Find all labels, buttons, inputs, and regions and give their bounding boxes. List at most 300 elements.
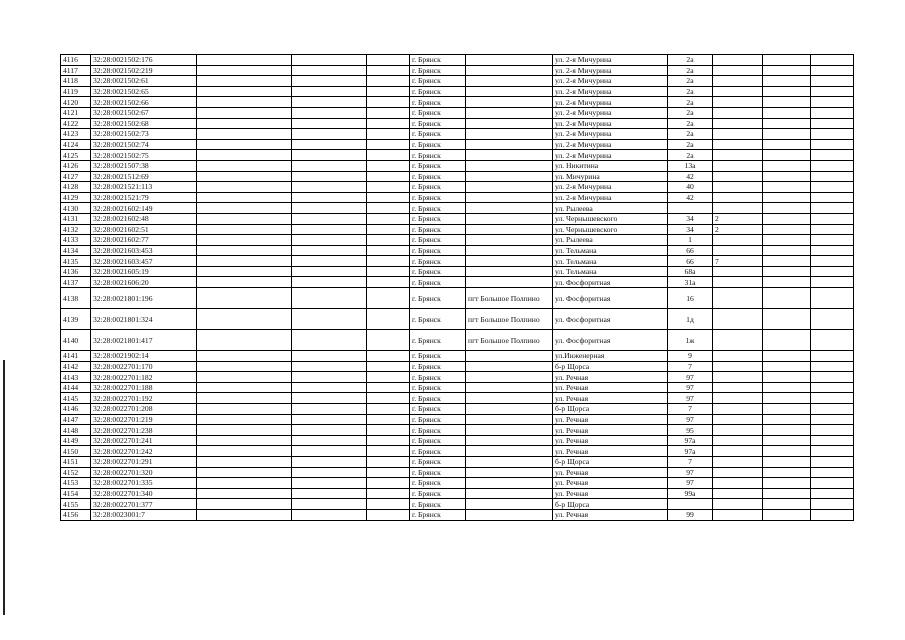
empty-cell <box>197 361 292 372</box>
empty-cell <box>367 224 410 235</box>
cadastral-number-cell: 32:28:0022701:320 <box>91 467 197 478</box>
empty-cell <box>292 213 367 224</box>
settlement-cell <box>466 488 553 499</box>
house-number-cell: 1ж <box>668 330 713 351</box>
cadastral-number-cell: 32:28:0022701:242 <box>91 446 197 457</box>
city-cell: г. Брянск <box>410 499 466 510</box>
empty-cell <box>197 372 292 383</box>
empty-cell <box>197 414 292 425</box>
empty-cell <box>811 118 854 129</box>
settlement-cell <box>466 372 553 383</box>
city-cell: г. Брянск <box>410 351 466 362</box>
empty-cell <box>811 509 854 520</box>
empty-cell <box>811 467 854 478</box>
empty-cell <box>197 266 292 277</box>
empty-cell <box>197 107 292 118</box>
empty-cell <box>197 393 292 404</box>
row-number-cell: 4147 <box>61 414 91 425</box>
house-number-cell: 34 <box>668 213 713 224</box>
table-row <box>61 478 854 489</box>
table-row <box>61 213 854 224</box>
empty-cell <box>811 393 854 404</box>
city-cell: г. Брянск <box>410 382 466 393</box>
empty-cell <box>197 457 292 468</box>
city-cell: г. Брянск <box>410 467 466 478</box>
house-number-cell: 97 <box>668 414 713 425</box>
row-number-cell: 4150 <box>61 446 91 457</box>
empty-cell <box>763 309 811 330</box>
house-number-cell: 42 <box>668 171 713 182</box>
building-cell <box>713 192 763 203</box>
house-number-cell: 2а <box>668 118 713 129</box>
empty-cell <box>197 288 292 309</box>
cadastral-number-cell: 32:28:0021602:149 <box>91 203 197 214</box>
empty-cell <box>811 499 854 510</box>
row-number-cell: 4128 <box>61 182 91 193</box>
row-number-cell: 4134 <box>61 245 91 256</box>
empty-cell <box>367 129 410 140</box>
empty-cell <box>197 203 292 214</box>
city-cell: г. Брянск <box>410 224 466 235</box>
empty-cell <box>811 414 854 425</box>
cadastral-number-cell: 32:28:0021502:74 <box>91 139 197 150</box>
table-row <box>61 499 854 510</box>
house-number-cell: 66 <box>668 245 713 256</box>
empty-cell <box>292 182 367 193</box>
row-number-cell: 4118 <box>61 76 91 87</box>
street-cell: ул. Чернышевского <box>553 213 668 224</box>
house-number-cell: 7 <box>668 457 713 468</box>
street-cell: ул. Фосфоритная <box>553 330 668 351</box>
cadastral-number-cell: 32:28:0022701:238 <box>91 425 197 436</box>
empty-cell <box>367 150 410 161</box>
street-cell: ул. 2-я Мичурина <box>553 150 668 161</box>
empty-cell <box>811 256 854 267</box>
street-cell: ул. 2-я Мичурина <box>553 192 668 203</box>
settlement-cell <box>466 351 553 362</box>
empty-cell <box>292 150 367 161</box>
house-number-cell: 97 <box>668 393 713 404</box>
row-number-cell: 4129 <box>61 192 91 203</box>
empty-cell <box>367 235 410 246</box>
empty-cell <box>367 118 410 129</box>
empty-cell <box>763 160 811 171</box>
empty-cell <box>811 203 854 214</box>
building-cell <box>713 404 763 415</box>
table-row <box>61 160 854 171</box>
table-row <box>61 393 854 404</box>
row-number-cell: 4156 <box>61 509 91 520</box>
table-row <box>61 288 854 309</box>
empty-cell <box>763 372 811 383</box>
empty-cell <box>763 361 811 372</box>
house-number-cell: 97 <box>668 382 713 393</box>
empty-cell <box>811 192 854 203</box>
street-cell: б-р Щорса <box>553 404 668 415</box>
empty-cell <box>197 76 292 87</box>
table-row <box>61 330 854 351</box>
empty-cell <box>292 425 367 436</box>
table-row <box>61 107 854 118</box>
table-row <box>61 86 854 97</box>
empty-cell <box>763 393 811 404</box>
cadastral-number-cell: 32:28:0022701:340 <box>91 488 197 499</box>
street-cell: ул. Тельмана <box>553 266 668 277</box>
table-row <box>61 309 854 330</box>
empty-cell <box>811 488 854 499</box>
empty-cell <box>292 160 367 171</box>
row-number-cell: 4130 <box>61 203 91 214</box>
building-cell <box>713 76 763 87</box>
cadastral-number-cell: 32:28:0021602:77 <box>91 235 197 246</box>
empty-cell <box>292 192 367 203</box>
building-cell <box>713 361 763 372</box>
house-number-cell <box>668 499 713 510</box>
empty-cell <box>292 446 367 457</box>
empty-cell <box>292 86 367 97</box>
cadastral-number-cell: 32:28:0021606:20 <box>91 277 197 288</box>
empty-cell <box>197 435 292 446</box>
building-cell <box>713 129 763 140</box>
table-row <box>61 118 854 129</box>
settlement-cell <box>466 404 553 415</box>
empty-cell <box>367 372 410 383</box>
building-cell <box>713 499 763 510</box>
city-cell: г. Брянск <box>410 213 466 224</box>
empty-cell <box>197 277 292 288</box>
empty-cell <box>763 488 811 499</box>
empty-cell <box>292 288 367 309</box>
empty-cell <box>811 182 854 193</box>
city-cell: г. Брянск <box>410 129 466 140</box>
house-number-cell: 2а <box>668 107 713 118</box>
row-number-cell: 4127 <box>61 171 91 182</box>
settlement-cell <box>466 224 553 235</box>
city-cell: г. Брянск <box>410 414 466 425</box>
empty-cell <box>811 76 854 87</box>
house-number-cell: 97 <box>668 478 713 489</box>
empty-cell <box>197 65 292 76</box>
row-number-cell: 4144 <box>61 382 91 393</box>
empty-cell <box>367 446 410 457</box>
settlement-cell <box>466 425 553 436</box>
house-number-cell: 99 <box>668 509 713 520</box>
empty-cell <box>197 86 292 97</box>
cadastral-number-cell: 32:28:0022701:192 <box>91 393 197 404</box>
building-cell <box>713 467 763 478</box>
house-number-cell: 13а <box>668 160 713 171</box>
city-cell: г. Брянск <box>410 509 466 520</box>
house-number-cell: 1 <box>668 235 713 246</box>
empty-cell <box>811 435 854 446</box>
settlement-cell <box>466 192 553 203</box>
empty-cell <box>292 499 367 510</box>
row-number-cell: 4122 <box>61 118 91 129</box>
empty-cell <box>811 65 854 76</box>
empty-cell <box>763 65 811 76</box>
table-row <box>61 245 854 256</box>
table-row <box>61 457 854 468</box>
settlement-cell <box>466 118 553 129</box>
city-cell: г. Брянск <box>410 86 466 97</box>
empty-cell <box>292 330 367 351</box>
empty-cell <box>367 361 410 372</box>
empty-cell <box>811 266 854 277</box>
building-cell: 2 <box>713 213 763 224</box>
settlement-cell <box>466 86 553 97</box>
street-cell: ул. Речная <box>553 446 668 457</box>
cadastral-number-cell: 32:28:0021801:417 <box>91 330 197 351</box>
empty-cell <box>763 76 811 87</box>
building-cell <box>713 235 763 246</box>
table-row <box>61 277 854 288</box>
empty-cell <box>197 97 292 108</box>
city-cell: г. Брянск <box>410 425 466 436</box>
city-cell: г. Брянск <box>410 404 466 415</box>
empty-cell <box>292 65 367 76</box>
empty-cell <box>292 309 367 330</box>
empty-cell <box>763 97 811 108</box>
house-number-cell: 99а <box>668 488 713 499</box>
table-row <box>61 129 854 140</box>
cadastral-number-cell: 32:28:0022701:377 <box>91 499 197 510</box>
cadastral-number-cell: 32:28:0022701:335 <box>91 478 197 489</box>
empty-cell <box>763 213 811 224</box>
cadastral-number-cell: 32:28:0021605:19 <box>91 266 197 277</box>
cadastral-number-cell: 32:28:0021521:113 <box>91 182 197 193</box>
settlement-cell <box>466 446 553 457</box>
empty-cell <box>367 139 410 150</box>
city-cell: г. Брянск <box>410 488 466 499</box>
building-cell <box>713 393 763 404</box>
table-row <box>61 139 854 150</box>
cadastral-number-cell: 32:28:0022701:188 <box>91 382 197 393</box>
cadastral-number-cell: 32:28:0021602:51 <box>91 224 197 235</box>
cadastral-number-cell: 32:28:0022701:291 <box>91 457 197 468</box>
house-number-cell: 2а <box>668 86 713 97</box>
empty-cell <box>763 288 811 309</box>
house-number-cell: 42 <box>668 192 713 203</box>
street-cell: ул. 2-я Мичурина <box>553 107 668 118</box>
cadastral-number-cell: 32:28:0021502:66 <box>91 97 197 108</box>
street-cell: ул. 2-я Мичурина <box>553 86 668 97</box>
empty-cell <box>292 256 367 267</box>
empty-cell <box>367 97 410 108</box>
empty-cell <box>197 192 292 203</box>
building-cell: 7 <box>713 256 763 267</box>
house-number-cell: 2а <box>668 55 713 66</box>
building-cell <box>713 182 763 193</box>
street-cell: ул. Мичурина <box>553 171 668 182</box>
empty-cell <box>763 245 811 256</box>
street-cell: ул. Никитина <box>553 160 668 171</box>
house-number-cell: 34 <box>668 224 713 235</box>
cadastral-number-cell: 32:28:0021521:79 <box>91 192 197 203</box>
empty-cell <box>367 76 410 87</box>
empty-cell <box>367 288 410 309</box>
house-number-cell: 7 <box>668 361 713 372</box>
house-number-cell: 97 <box>668 372 713 383</box>
row-number-cell: 4119 <box>61 86 91 97</box>
settlement-cell <box>466 235 553 246</box>
row-number-cell: 4154 <box>61 488 91 499</box>
street-cell: ул. 2-я Мичурина <box>553 97 668 108</box>
building-cell <box>713 277 763 288</box>
row-number-cell: 4131 <box>61 213 91 224</box>
street-cell: ул. 2-я Мичурина <box>553 182 668 193</box>
empty-cell <box>197 150 292 161</box>
empty-cell <box>367 171 410 182</box>
cadastral-number-cell: 32:28:0022701:182 <box>91 372 197 383</box>
empty-cell <box>367 478 410 489</box>
street-cell: ул. Рылеева <box>553 235 668 246</box>
city-cell: г. Брянск <box>410 139 466 150</box>
empty-cell <box>763 150 811 161</box>
house-number-cell: 2а <box>668 129 713 140</box>
house-number-cell: 66 <box>668 256 713 267</box>
empty-cell <box>367 213 410 224</box>
empty-cell <box>763 55 811 66</box>
empty-cell <box>197 235 292 246</box>
building-cell <box>713 372 763 383</box>
empty-cell <box>292 277 367 288</box>
empty-cell <box>763 404 811 415</box>
row-number-cell: 4126 <box>61 160 91 171</box>
row-number-cell: 4136 <box>61 266 91 277</box>
empty-cell <box>292 107 367 118</box>
house-number-cell: 68а <box>668 266 713 277</box>
property-register-table <box>60 54 854 521</box>
table-row <box>61 361 854 372</box>
empty-cell <box>811 404 854 415</box>
settlement-cell: пгт Большое Полпино <box>466 288 553 309</box>
street-cell: ул. Чернышевского <box>553 224 668 235</box>
house-number-cell: 2а <box>668 65 713 76</box>
city-cell: г. Брянск <box>410 277 466 288</box>
house-number-cell: 9 <box>668 351 713 362</box>
empty-cell <box>763 467 811 478</box>
empty-cell <box>292 351 367 362</box>
city-cell: г. Брянск <box>410 309 466 330</box>
table-row <box>61 404 854 415</box>
empty-cell <box>763 499 811 510</box>
building-cell <box>713 330 763 351</box>
empty-cell <box>292 404 367 415</box>
empty-cell <box>367 404 410 415</box>
city-cell: г. Брянск <box>410 76 466 87</box>
row-number-cell: 4132 <box>61 224 91 235</box>
house-number-cell: 16 <box>668 288 713 309</box>
city-cell: г. Брянск <box>410 372 466 383</box>
register-rows <box>61 55 854 521</box>
house-number-cell: 1д <box>668 309 713 330</box>
table-row <box>61 150 854 161</box>
empty-cell <box>367 182 410 193</box>
building-cell <box>713 203 763 214</box>
empty-cell <box>367 107 410 118</box>
empty-cell <box>811 150 854 161</box>
city-cell: г. Брянск <box>410 107 466 118</box>
city-cell: г. Брянск <box>410 256 466 267</box>
settlement-cell: пгт Большое Полпино <box>466 330 553 351</box>
city-cell: г. Брянск <box>410 150 466 161</box>
settlement-cell <box>466 150 553 161</box>
settlement-cell <box>466 203 553 214</box>
building-cell <box>713 86 763 97</box>
empty-cell <box>292 382 367 393</box>
empty-cell <box>292 393 367 404</box>
building-cell <box>713 171 763 182</box>
table-row <box>61 235 854 246</box>
city-cell: г. Брянск <box>410 446 466 457</box>
row-number-cell: 4149 <box>61 435 91 446</box>
settlement-cell <box>466 414 553 425</box>
city-cell: г. Брянск <box>410 478 466 489</box>
house-number-cell: 97а <box>668 435 713 446</box>
empty-cell <box>367 65 410 76</box>
settlement-cell <box>466 245 553 256</box>
table-row <box>61 171 854 182</box>
building-cell <box>713 150 763 161</box>
empty-cell <box>811 277 854 288</box>
empty-cell <box>197 309 292 330</box>
empty-cell <box>367 425 410 436</box>
empty-cell <box>811 213 854 224</box>
empty-cell <box>763 266 811 277</box>
empty-cell <box>292 457 367 468</box>
empty-cell <box>811 361 854 372</box>
empty-cell <box>292 76 367 87</box>
building-cell <box>713 382 763 393</box>
empty-cell <box>367 309 410 330</box>
empty-cell <box>197 256 292 267</box>
table-row <box>61 266 854 277</box>
empty-cell <box>763 118 811 129</box>
street-cell: ул. Речная <box>553 435 668 446</box>
street-cell: б-р Щорса <box>553 457 668 468</box>
house-number-cell <box>668 203 713 214</box>
house-number-cell: 2а <box>668 139 713 150</box>
city-cell: г. Брянск <box>410 118 466 129</box>
empty-cell <box>763 509 811 520</box>
city-cell: г. Брянск <box>410 245 466 256</box>
empty-cell <box>367 277 410 288</box>
empty-cell <box>763 351 811 362</box>
empty-cell <box>811 351 854 362</box>
cadastral-number-cell: 32:28:0021512:69 <box>91 171 197 182</box>
house-number-cell: 2а <box>668 150 713 161</box>
empty-cell <box>292 361 367 372</box>
table-row <box>61 414 854 425</box>
street-cell: ул.Инженерная <box>553 351 668 362</box>
empty-cell <box>197 446 292 457</box>
street-cell: б-р Щорса <box>553 499 668 510</box>
settlement-cell <box>466 435 553 446</box>
building-cell <box>713 266 763 277</box>
empty-cell <box>811 107 854 118</box>
empty-cell <box>197 213 292 224</box>
empty-cell <box>367 203 410 214</box>
empty-cell <box>197 55 292 66</box>
building-cell <box>713 139 763 150</box>
building-cell <box>713 509 763 520</box>
empty-cell <box>292 488 367 499</box>
cadastral-number-cell: 32:28:0022701:219 <box>91 414 197 425</box>
table-row <box>61 382 854 393</box>
street-cell: ул. 2-я Мичурина <box>553 65 668 76</box>
settlement-cell <box>466 160 553 171</box>
empty-cell <box>367 435 410 446</box>
